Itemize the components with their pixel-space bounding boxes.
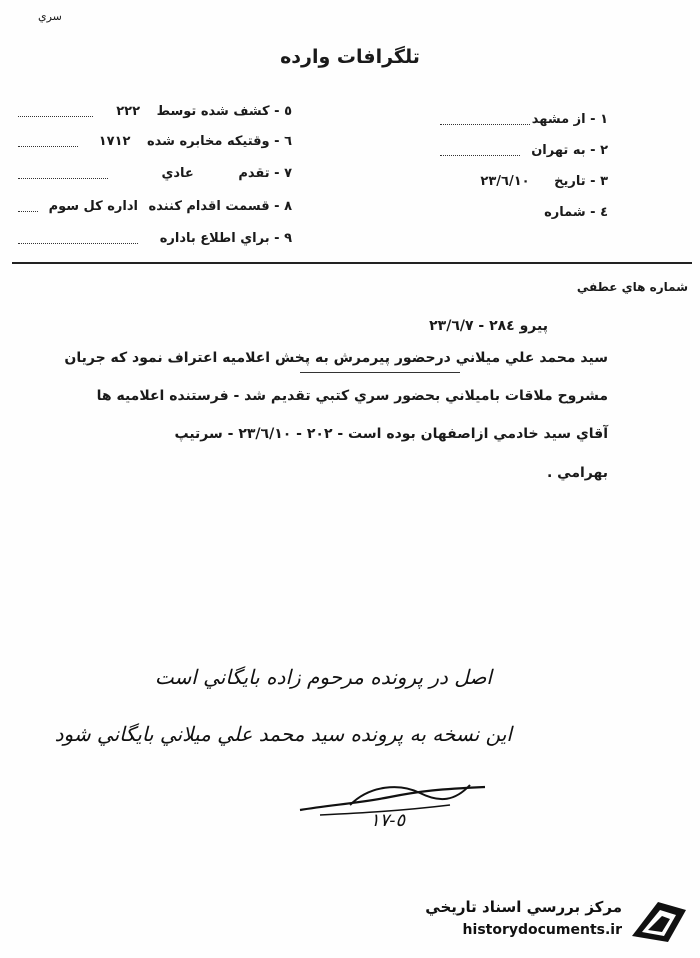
field-to: ٢ - به تهران <box>531 143 608 158</box>
field-value: مشهد <box>531 112 570 127</box>
field-value: ٢٣/٦/١٠ <box>480 174 530 189</box>
body-line: آقاي سيد خادمي ازاصفهان بوده است - ٢٠٢ - ٢٣/٦/١٠ - سرتيپ <box>174 426 608 442</box>
field-number: ٤ - شماره <box>544 205 608 220</box>
reference-line: پيرو ٢٨٤ - ٢٣/٦/٧ <box>429 318 548 334</box>
archive-logo-icon <box>628 896 690 946</box>
field-value: ٢٢٢ <box>116 104 141 119</box>
field-num: ٤ <box>600 205 608 220</box>
field-num: ٦ <box>284 134 292 149</box>
archive-site: historydocuments.ir <box>462 922 622 938</box>
document-title: تلگرافات وارده <box>280 46 420 68</box>
field-action-unit: ٨ - قسمت اقدام كننده اداره كل سوم <box>48 199 292 214</box>
field-label: قسمت اقدام كننده <box>148 199 270 214</box>
field-label: به <box>572 143 586 158</box>
field-value: ١٧١٢ <box>98 134 131 149</box>
field-info-to: ٩ - براي اطلاع باداره <box>159 231 292 246</box>
underline-mark <box>300 372 460 373</box>
header-divider <box>12 262 692 264</box>
field-priority: ٧ - تقدم عادي <box>161 166 292 181</box>
field-label: كشف شده توسط <box>156 104 270 119</box>
field-label: براي اطلاع باداره <box>159 231 270 246</box>
field-num: ١ <box>600 112 608 127</box>
field-label: تاريخ <box>554 174 586 189</box>
body-line: بهرامي . <box>546 465 608 481</box>
field-date: ٣ - تاريخ ٢٣/٦/١٠ <box>480 174 608 189</box>
handwritten-line: اين نسخه به پرونده سيد محمد علي ميلاني بايگاني شود <box>54 722 512 746</box>
field-transmitted: ٦ - وقتيكه مخابره شده ١٧١٢ <box>98 134 292 149</box>
field-num: ٥ <box>284 104 292 119</box>
reference-label: شماره هاي عطفي <box>576 280 688 294</box>
handwritten-line: اصل در پرونده مرحوم زاده بايگاني است <box>154 665 492 689</box>
field-value: تهران <box>531 143 569 158</box>
field-label: از <box>573 112 586 127</box>
field-label: وقتيكه مخابره شده <box>146 134 270 149</box>
field-num: ٢ <box>600 143 608 158</box>
body-line: مشروح ملاقات باميلاني بحضور سري كتبي تقديم شد - فرستنده اعلاميه ها <box>96 388 608 404</box>
archive-name: مركز بررسي اسناد تاريخي <box>425 898 622 916</box>
body-line: سيد محمد علي ميلاني درحضور پيرمرش به پخش اعلاميه اعتراف نمود كه جريان <box>64 350 608 366</box>
field-decoded-by: ٥ - كشف شده توسط ٢٢٢ <box>116 104 292 119</box>
corner-mark: سري <box>38 10 62 23</box>
field-value: اداره كل سوم <box>48 199 138 214</box>
handwritten-date: ٥-١٧ <box>370 810 406 831</box>
field-num: ٧ <box>284 166 292 181</box>
field-num: ٩ <box>284 231 292 246</box>
field-num: ٣ <box>600 174 608 189</box>
field-label: تقدم <box>238 166 270 181</box>
field-value: عادي <box>161 166 194 181</box>
field-label: شماره <box>544 205 586 220</box>
field-from: ١ - از مشهد <box>531 112 608 127</box>
field-num: ٨ <box>284 199 292 214</box>
